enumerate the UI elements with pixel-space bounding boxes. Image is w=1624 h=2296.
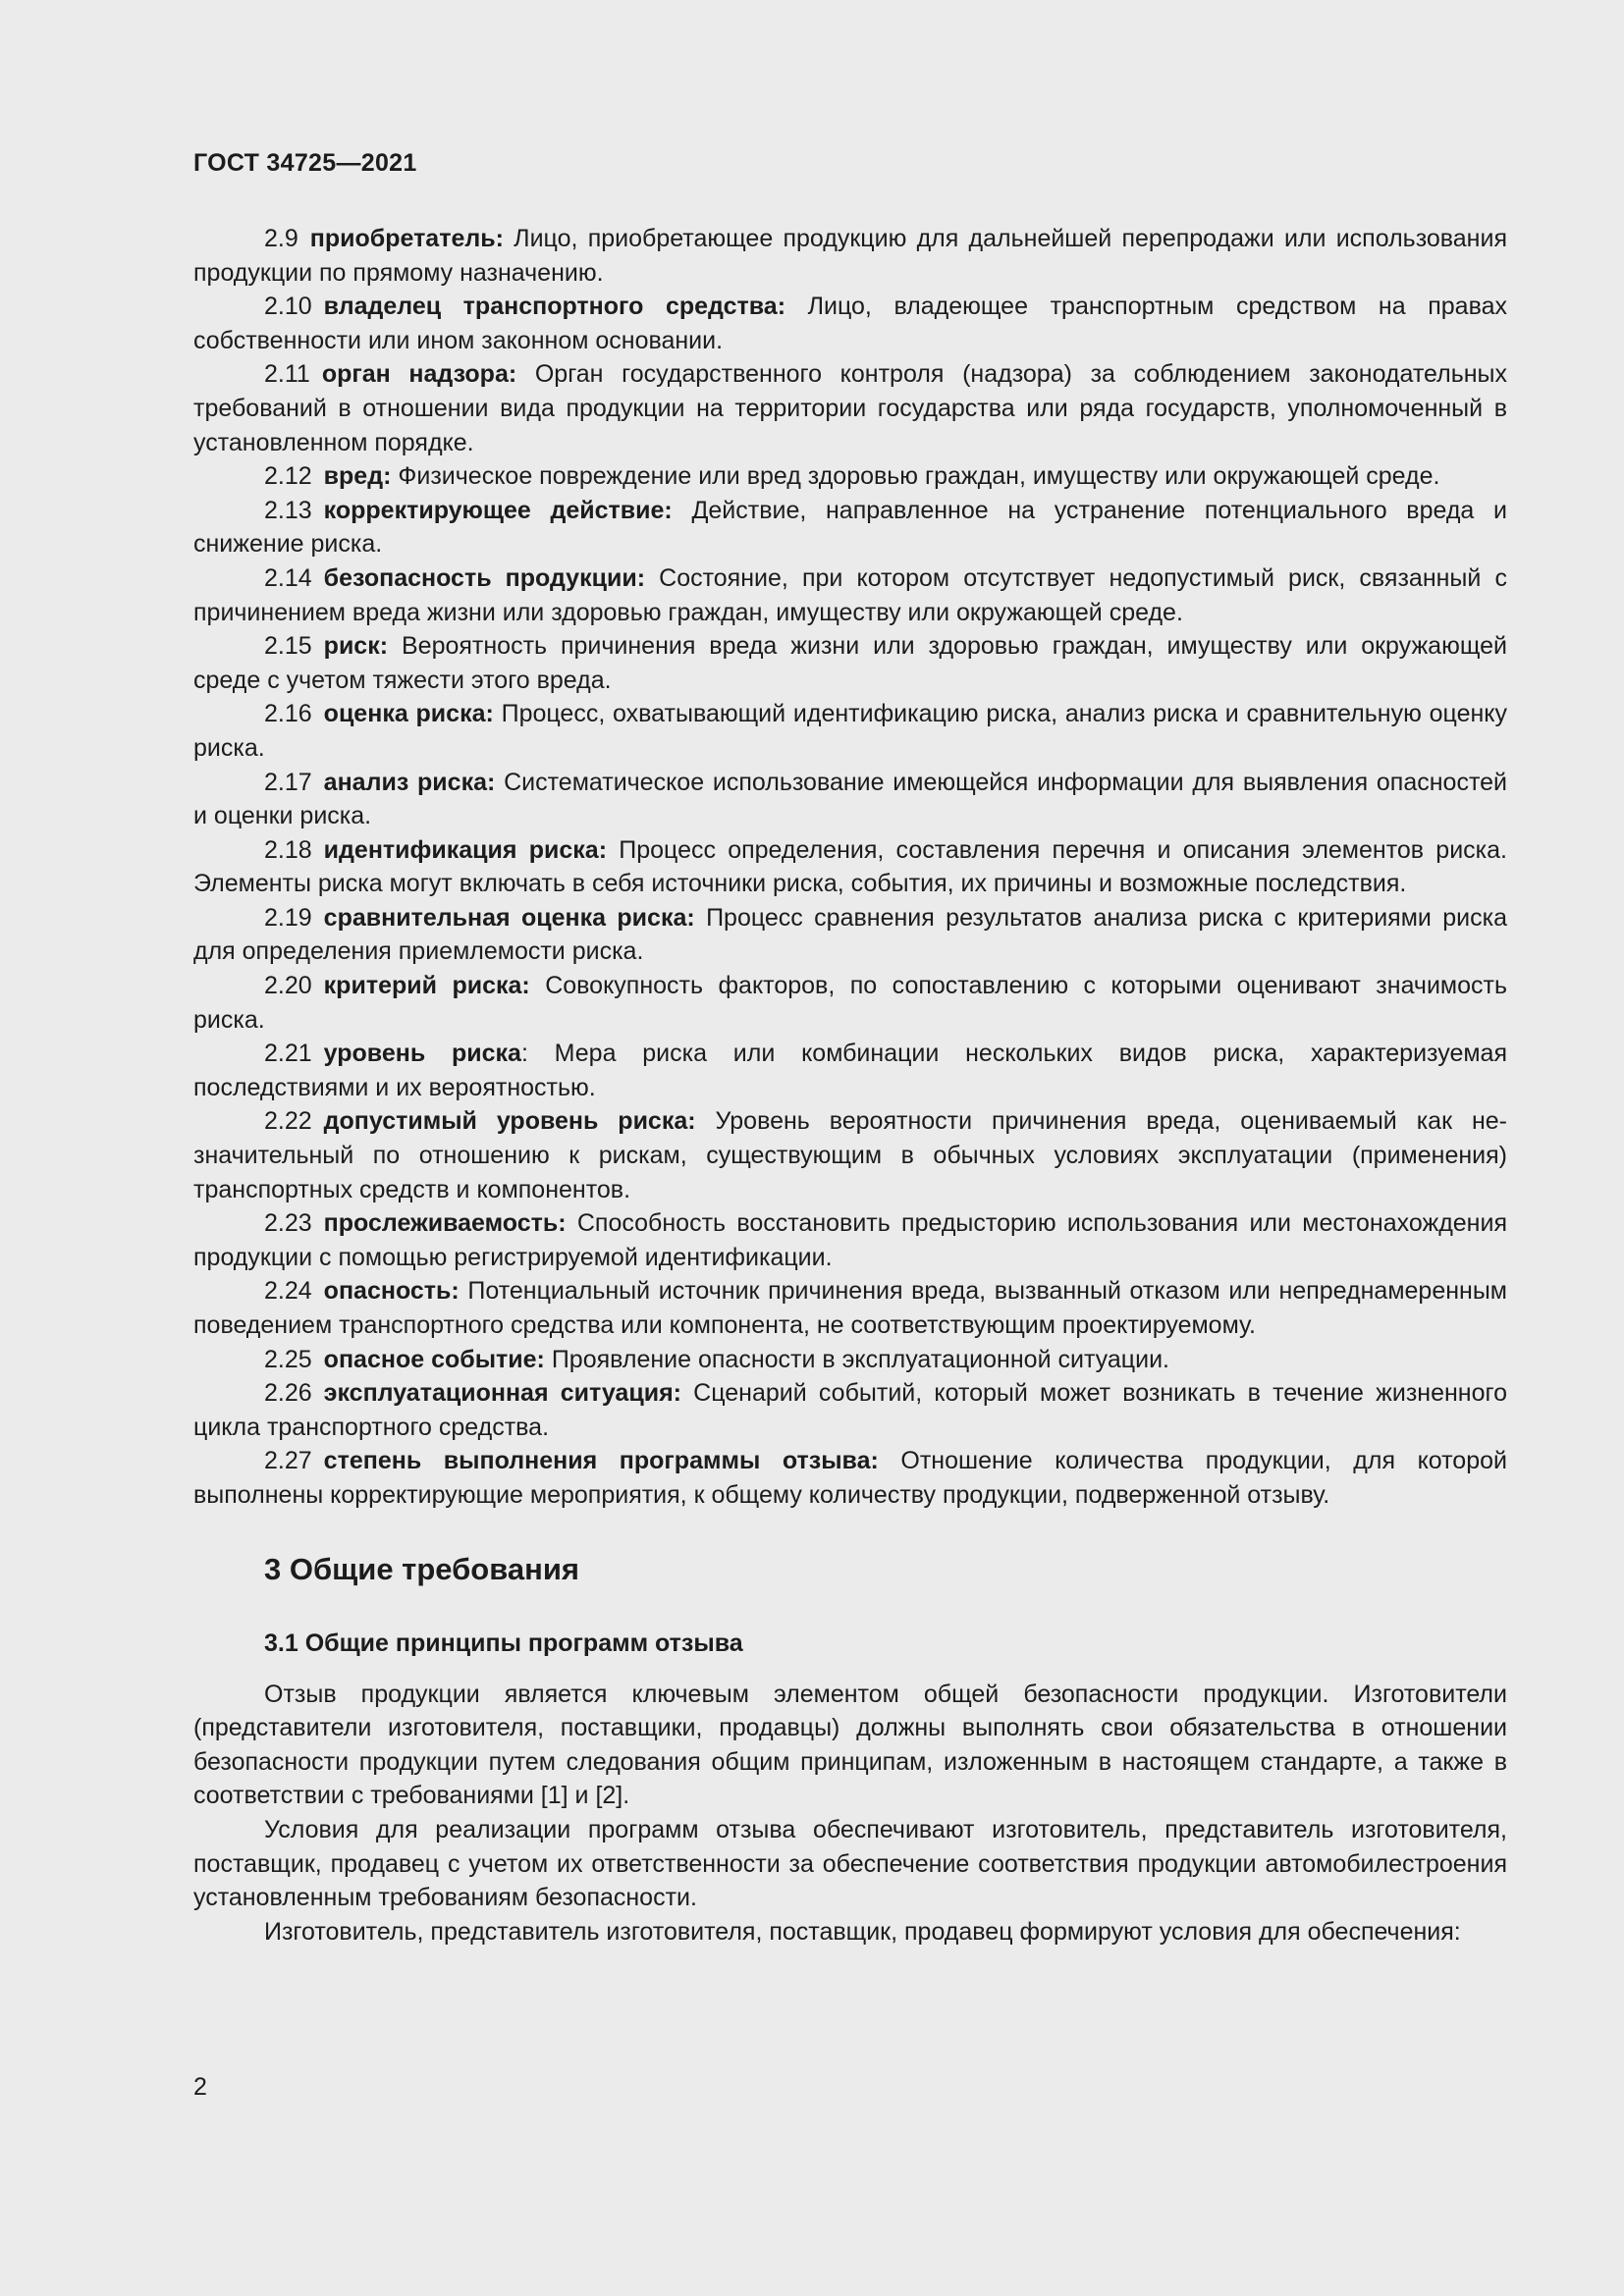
definition-text: Процесс, охватывающий идентификацию риска, анализ риска и сравнительную оценку риска. [193,700,1507,762]
definition-term: приобретатель: [309,225,504,252]
definition-term: уровень риска [323,1040,521,1068]
definition-number: 2.11 [264,360,310,389]
definition-text: Процесс определения, составления перечня и описания элементов риска. Элементы риска могут включать в себя источники риска, события, их причины и возможные последствия. [193,835,1507,898]
definition-item [193,1444,1507,1512]
definition-text: Орган государственного контроля (надзора) за соблюдением законодательных требований в отношении вида продукции на территории государства или ряда государств, уполномоченный в установленном порядке. [193,360,1507,456]
definition-item [193,969,1507,1037]
page-number: 2 [193,2073,207,2101]
definition-number: 2.18 [264,835,312,864]
definition-term: критерий риска: [323,972,530,1000]
definition-number: 2.21 [264,1040,312,1068]
definition-item [193,1376,1507,1444]
definition-text: Вероятность причинения вреда жизни или здоровью граждан, имуществу или окружающей среде с учетом тяжести этого вреда. [193,632,1507,694]
definition-term: вред: [323,462,392,491]
definition-text: Отношение количества продукции, для которой выполнены корректирующие мероприятия, к общему количеству продукции, подверженной отзыву. [193,1447,1507,1509]
definition-term: степень выполнения программы отзыва: [323,1447,879,1475]
document-code-header: ГОСТ 34725—2021 [193,149,417,177]
definition-term: эксплуатационная ситуация: [323,1379,681,1408]
definition-term: анализ риска: [323,768,496,796]
definition-text: Способность восстановить предысторию использования или местонахождения продукции с помощью регистрируемой идентификации. [193,1209,1507,1271]
definition-text: Действие, направленное на устранение потенциального вреда и снижение риска. [193,496,1507,559]
definition-item [193,459,1507,494]
definition-number: 2.17 [264,768,312,796]
definition-term: безопасность продукции: [323,563,646,592]
section-3-paragraph: Изготовитель, представитель изготовителя, поставщик, продавец формируют условия для обеспечения: [264,1917,1461,1946]
definition-item [193,222,1507,290]
definition-number: 2.20 [264,972,312,1000]
definition-term: идентификация риска: [323,835,608,864]
definition-item [193,766,1507,833]
definition-text: Сценарий событий, который может возникать в течение жизненного цикла транспортного средства. [193,1379,1507,1441]
definition-number: 2.16 [264,700,312,728]
definition-item [193,1206,1507,1274]
definition-text: Уровень вероятности причинения вреда, оцениваемый как незначительный по отношению к рискам, существующим в обычных условиях эксплуатации (применения) транспортных средств и компонентов. [193,1107,1507,1203]
definition-number: 2.22 [264,1107,312,1136]
definition-number: 2.12 [264,462,312,491]
definition-number: 2.25 [264,1345,312,1373]
subsection-3-1-title: 3.1 Общие принципы программ отзыва [264,1629,743,1657]
definition-number: 2.19 [264,903,312,932]
page-content [193,222,1507,1949]
definition-item [193,629,1507,697]
definition-term: оценка риска: [323,700,494,728]
definition-text: Совокупность факторов, по сопоставлению с которыми оценивают значимость риска. [193,972,1507,1034]
definition-text: Лицо, приобретающее продукцию для дальнейшей перепродажи или использования продукции по прямому назначению. [193,225,1507,287]
definition-item [193,901,1507,969]
definition-item [193,357,1507,459]
definition-number: 2.23 [264,1209,312,1238]
definition-text: Состояние, при котором отсутствует недопустимый риск, связанный с причинением вреда жизни или здоровью граждан, имуществу или окружающей среде. [193,563,1507,626]
definition-text: Процесс сравнения результатов анализа риска с критериями риска для определения приемлемости риска. [193,903,1507,966]
definition-term: опасность: [323,1277,460,1306]
definition-number: 2.13 [264,496,312,524]
definition-number: 2.9 [264,225,298,252]
definition-item [193,494,1507,561]
definition-term: риск: [323,632,389,661]
definition-term: корректирующее действие: [323,496,673,524]
definition-text: Потенциальный источник причинения вреда, вызванный отказом или непреднамеренным поведением транспортного средства или компонента, не соответствующим проектируемому. [193,1277,1507,1339]
definition-number: 2.14 [264,563,312,592]
definition-item [193,833,1507,901]
definition-number: 2.27 [264,1447,312,1475]
definition-number: 2.10 [264,293,312,321]
definition-item [193,697,1507,765]
definition-item [193,1343,1507,1377]
definition-text: Проявление опасности в эксплуатационной ситуации. [544,1345,1169,1373]
definitions-list [193,222,1507,1513]
definition-number: 2.15 [264,632,312,661]
definition-item [193,290,1507,357]
definition-term: допустимый уровень риска: [323,1107,696,1136]
definition-term: сравнительная оценка риска: [323,903,695,932]
definition-text: Систематическое использование имеющейся информации для выявления опасностей и оценки риска. [193,768,1507,830]
definition-item [193,1274,1507,1342]
definition-term: владелец транспортного средства: [323,293,786,321]
definition-number: 2.24 [264,1277,312,1306]
section-3-paragraph: Отзыв продукции является ключевым элементом общей безопасности продукции. Изготовители (представители изготовителя, поставщики, продавцы) должны выполнять свои обязательства в отношении безопасности продукции путем следования общим принципам, изложенным в настоящем стандарте, а также в соответствии с требованиями [1] и [2]. [193,1680,1507,1810]
definition-text: : Мера риска или комбинации нескольких видов риска, характеризуемая последствиями и их вероятностью. [193,1040,1507,1101]
definition-term: прослеживаемость: [323,1209,567,1238]
definition-item [193,1037,1507,1104]
definition-text: Физическое повреждение или вред здоровью граждан, имуществу или окружающей среде. [391,462,1440,491]
definition-number: 2.26 [264,1379,312,1408]
definition-term: опасное событие: [323,1345,545,1373]
definition-item [193,1104,1507,1206]
definition-term: орган надзора: [321,360,517,389]
definition-text: Лицо, владеющее транспортным средством на правах собственности или ином законном основании. [193,293,1507,354]
definition-item [193,561,1507,629]
section-3-title: 3 Общие требования [264,1551,579,1586]
section-3-paragraph: Условия для реализации программ отзыва обеспечивают изготовитель, представитель изготовителя, поставщик, продавец с учетом их ответственности за обеспечение соответствия продукции автомобилестроения установленным требованиям безопасности. [193,1815,1507,1912]
